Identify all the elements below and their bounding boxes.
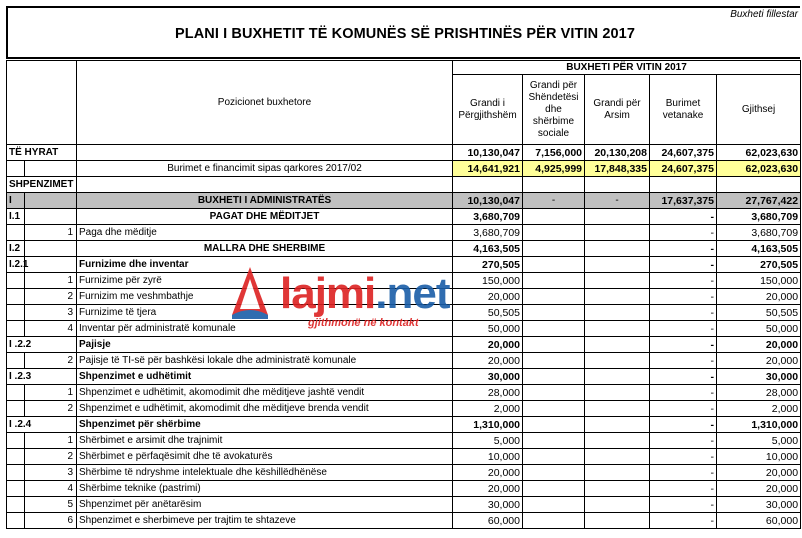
header-group: BUXHETI PËR VITIN 2017 <box>453 61 801 75</box>
row-value-col-3 <box>585 337 650 353</box>
row-number: 1 <box>25 433 77 449</box>
row-label: Shërbimet e përfaqësimit dhe të avokaturës <box>77 449 453 465</box>
row-code <box>7 385 25 401</box>
row-code <box>7 481 25 497</box>
row-value-col-1: 2,000 <box>453 401 523 417</box>
row-label: Furnizime për zyrë <box>77 273 453 289</box>
header-col-education-grant: Grandi për Arsim <box>585 75 650 145</box>
row-value-col-1: 28,000 <box>453 385 523 401</box>
row-value-col-5: 62,023,630 <box>717 161 801 177</box>
row-value-col-4: 24,607,375 <box>650 161 717 177</box>
row-value-col-1: 20,000 <box>453 465 523 481</box>
table-row <box>7 433 801 449</box>
row-number <box>25 193 77 209</box>
row-code <box>7 449 25 465</box>
row-label: Shpenzimet e udhëtimit, akomodimit dhe mëditjeve brenda vendit <box>77 401 453 417</box>
row-value-col-2 <box>523 449 585 465</box>
table-row <box>7 417 801 433</box>
row-value-col-3 <box>585 353 650 369</box>
row-label: MALLRA DHE SHERBIME <box>77 241 453 257</box>
row-label: Burimet e financimit sipas qarkores 2017/02 <box>77 161 453 177</box>
row-value-col-1: 20,000 <box>453 353 523 369</box>
row-value-col-4: - <box>650 497 717 513</box>
row-value-col-2 <box>523 321 585 337</box>
row-value-col-5: 50,000 <box>717 321 801 337</box>
row-label: Furnizim me veshmbathje <box>77 289 453 305</box>
row-value-col-1: 1,310,000 <box>453 417 523 433</box>
header-col-health-grant: Grandi për Shëndetësi dhe shërbime sociale <box>523 75 585 145</box>
row-label: Shpenzimet e udhëtimit, akomodimit dhe mëditjeve jashtë vendit <box>77 385 453 401</box>
table-row <box>7 193 801 209</box>
table-row <box>7 449 801 465</box>
row-value-col-2 <box>523 177 585 193</box>
row-code: I.1 <box>7 209 25 225</box>
row-value-col-5: 20,000 <box>717 465 801 481</box>
row-label: Shërbimet e arsimit dhe trajnimit <box>77 433 453 449</box>
row-number: 1 <box>25 225 77 241</box>
row-value-col-4: - <box>650 305 717 321</box>
row-label: Pajisje të TI-së për bashkësi lokale dhe administratë komunale <box>77 353 453 369</box>
row-label: Furnizime të tjera <box>77 305 453 321</box>
row-number: 4 <box>25 321 77 337</box>
row-label <box>77 177 453 193</box>
row-value-col-3 <box>585 433 650 449</box>
table-row <box>7 401 801 417</box>
row-label: Pajisje <box>77 337 453 353</box>
table-row <box>7 209 801 225</box>
table-row <box>7 369 801 385</box>
row-value-col-1: 60,000 <box>453 513 523 529</box>
row-value-col-3 <box>585 241 650 257</box>
row-value-col-1: 14,641,921 <box>453 161 523 177</box>
row-number: 5 <box>25 497 77 513</box>
row-value-col-4: - <box>650 481 717 497</box>
row-number: 1 <box>25 273 77 289</box>
row-value-col-1: 50,000 <box>453 321 523 337</box>
row-value-col-4: - <box>650 321 717 337</box>
row-value-col-4: - <box>650 369 717 385</box>
row-code: I .2.4 <box>7 417 77 433</box>
row-value-col-2 <box>523 225 585 241</box>
row-value-col-2 <box>523 385 585 401</box>
row-value-col-4: - <box>650 225 717 241</box>
row-code <box>7 321 25 337</box>
row-code <box>7 401 25 417</box>
row-number <box>25 209 77 225</box>
row-value-col-1: 3,680,709 <box>453 225 523 241</box>
row-value-col-5: 3,680,709 <box>717 225 801 241</box>
row-number: 3 <box>25 305 77 321</box>
row-value-col-1: 20,000 <box>453 337 523 353</box>
row-value-col-1: 150,000 <box>453 273 523 289</box>
row-code: TË HYRAT <box>7 145 77 161</box>
row-value-col-5: 62,023,630 <box>717 145 801 161</box>
row-value-col-4: - <box>650 273 717 289</box>
row-label: Shpenzimet e sherbimeve per trajtim te shtazeve <box>77 513 453 529</box>
row-value-col-1: 20,000 <box>453 481 523 497</box>
row-code: I .2.2 <box>7 337 77 353</box>
row-value-col-3: 17,848,335 <box>585 161 650 177</box>
row-number: 2 <box>25 449 77 465</box>
row-value-col-2 <box>523 209 585 225</box>
row-label: Shpenzimet për anëtarësim <box>77 497 453 513</box>
watermark-brand-name: lajmi <box>280 269 376 318</box>
row-value-col-5 <box>717 177 801 193</box>
row-value-col-1: 50,505 <box>453 305 523 321</box>
row-number <box>25 161 77 177</box>
row-value-col-3 <box>585 369 650 385</box>
document-title: PLANI I BUXHETIT TË KOMUNËS SË PRISHTINËS PËR VITIN 2017 <box>174 26 635 42</box>
row-value-col-5: 28,000 <box>717 385 801 401</box>
row-value-col-3 <box>585 481 650 497</box>
row-value-col-2 <box>523 337 585 353</box>
table-row <box>7 145 801 161</box>
row-number: 6 <box>25 513 77 529</box>
row-value-col-4 <box>650 177 717 193</box>
watermark-slogan: gjithmonë në kontakt <box>308 317 419 329</box>
row-number: 3 <box>25 465 77 481</box>
row-value-col-3 <box>585 225 650 241</box>
row-code <box>7 497 25 513</box>
row-value-col-4: - <box>650 209 717 225</box>
row-value-col-4: 17,637,375 <box>650 193 717 209</box>
row-value-col-5: 10,000 <box>717 449 801 465</box>
lajmi-logo-icon <box>228 265 272 321</box>
row-value-col-5: 30,000 <box>717 497 801 513</box>
table-row <box>7 337 801 353</box>
row-number: 1 <box>25 385 77 401</box>
row-number <box>25 257 77 273</box>
row-code <box>7 161 25 177</box>
row-number: 2 <box>25 353 77 369</box>
row-code: I <box>7 193 25 209</box>
row-value-col-4: - <box>650 353 717 369</box>
table-row <box>7 177 801 193</box>
row-label: Inventar për administratë komunale <box>77 321 453 337</box>
row-number: 2 <box>25 289 77 305</box>
row-value-col-1: 30,000 <box>453 369 523 385</box>
row-value-col-2 <box>523 369 585 385</box>
row-label: Shërbime të ndryshme intelektuale dhe këshillëdhënëse <box>77 465 453 481</box>
row-label: Shërbime teknike (pastrimi) <box>77 481 453 497</box>
row-value-col-4: - <box>650 417 717 433</box>
table-row <box>7 513 801 529</box>
budget-rows <box>7 145 801 529</box>
row-value-col-5: 270,505 <box>717 257 801 273</box>
row-value-col-1: 30,000 <box>453 497 523 513</box>
row-label: PAGAT DHE MËDITJET <box>77 209 453 225</box>
row-value-col-4: - <box>650 449 717 465</box>
row-label: Shpenzimet për shërbime <box>77 417 453 433</box>
row-value-col-2 <box>523 241 585 257</box>
row-code <box>7 465 25 481</box>
row-value-col-4: - <box>650 465 717 481</box>
row-value-col-1: 10,000 <box>453 449 523 465</box>
row-value-col-1: 270,505 <box>453 257 523 273</box>
row-code <box>7 433 25 449</box>
corner-note: Buxheti fillestar <box>730 9 798 20</box>
row-value-col-2 <box>523 305 585 321</box>
watermark-brand-tld: .net <box>375 269 450 318</box>
row-code <box>7 273 25 289</box>
row-value-col-2 <box>523 353 585 369</box>
row-value-col-5: 60,000 <box>717 513 801 529</box>
watermark-brand <box>280 269 450 319</box>
row-label: Paga dhe mëditje <box>77 225 453 241</box>
table-row <box>7 481 801 497</box>
table-row <box>7 241 801 257</box>
row-code: I.2 <box>7 241 25 257</box>
row-label: Furnizime dhe inventar <box>77 257 453 273</box>
row-value-col-1 <box>453 177 523 193</box>
row-value-col-3 <box>585 385 650 401</box>
header-col-own-sources: Burimet vetanake <box>650 75 717 145</box>
row-code: I .2.3 <box>7 369 77 385</box>
row-value-col-2 <box>523 417 585 433</box>
row-value-col-4: 24,607,375 <box>650 145 717 161</box>
row-value-col-5: 4,163,505 <box>717 241 801 257</box>
row-value-col-3: 20,130,208 <box>585 145 650 161</box>
row-value-col-5: 3,680,709 <box>717 209 801 225</box>
row-number: 4 <box>25 481 77 497</box>
row-label: BUXHETI I ADMINISTRATËS <box>77 193 453 209</box>
row-value-col-3 <box>585 417 650 433</box>
row-value-col-1: 5,000 <box>453 433 523 449</box>
row-value-col-5: 20,000 <box>717 353 801 369</box>
row-value-col-3 <box>585 321 650 337</box>
row-value-col-2 <box>523 401 585 417</box>
table-row <box>7 497 801 513</box>
row-value-col-4: - <box>650 433 717 449</box>
row-value-col-2: 4,925,999 <box>523 161 585 177</box>
row-value-col-5: 27,767,422 <box>717 193 801 209</box>
row-value-col-3: - <box>585 193 650 209</box>
row-value-col-3 <box>585 305 650 321</box>
title-box <box>6 6 800 59</box>
row-value-col-2 <box>523 257 585 273</box>
row-value-col-3 <box>585 449 650 465</box>
row-value-col-5: 20,000 <box>717 289 801 305</box>
row-value-col-5: 1,310,000 <box>717 417 801 433</box>
row-value-col-3 <box>585 465 650 481</box>
header-positions: Pozicionet buxhetore <box>77 61 453 145</box>
row-value-col-5: 150,000 <box>717 273 801 289</box>
row-value-col-2 <box>523 433 585 449</box>
row-value-col-5: 2,000 <box>717 401 801 417</box>
row-value-col-2 <box>523 289 585 305</box>
table-row <box>7 385 801 401</box>
row-value-col-5: 30,000 <box>717 369 801 385</box>
row-value-col-1: 10,130,047 <box>453 145 523 161</box>
table-row <box>7 353 801 369</box>
header-empty <box>7 61 77 145</box>
row-value-col-4: - <box>650 337 717 353</box>
row-code <box>7 289 25 305</box>
table-row <box>7 161 801 177</box>
row-code <box>7 513 25 529</box>
row-value-col-2 <box>523 497 585 513</box>
row-label <box>77 145 453 161</box>
row-code: I.2.1 <box>7 257 25 273</box>
row-value-col-2: 7,156,000 <box>523 145 585 161</box>
row-value-col-4: - <box>650 257 717 273</box>
row-value-col-2 <box>523 513 585 529</box>
row-value-col-4: - <box>650 385 717 401</box>
row-value-col-3 <box>585 273 650 289</box>
row-value-col-3 <box>585 401 650 417</box>
row-value-col-5: 5,000 <box>717 433 801 449</box>
row-value-col-5: 50,505 <box>717 305 801 321</box>
row-value-col-1: 10,130,047 <box>453 193 523 209</box>
row-number: 2 <box>25 401 77 417</box>
row-code: SHPENZIMET <box>7 177 77 193</box>
row-value-col-4: - <box>650 401 717 417</box>
row-code <box>7 225 25 241</box>
row-value-col-5: 20,000 <box>717 337 801 353</box>
row-value-col-1: 3,680,709 <box>453 209 523 225</box>
row-value-col-3 <box>585 497 650 513</box>
row-value-col-4: - <box>650 241 717 257</box>
header-col-general-grant: Grandi i Përgjithshëm <box>453 75 523 145</box>
row-label: Shpenzimet e udhëtimit <box>77 369 453 385</box>
row-value-col-2 <box>523 481 585 497</box>
row-value-col-2 <box>523 273 585 289</box>
table-row <box>7 225 801 241</box>
row-value-col-3 <box>585 289 650 305</box>
row-code <box>7 305 25 321</box>
header-col-total: Gjithsej <box>717 75 801 145</box>
row-number <box>25 241 77 257</box>
row-value-col-3 <box>585 177 650 193</box>
row-value-col-3 <box>585 257 650 273</box>
row-value-col-1: 4,163,505 <box>453 241 523 257</box>
row-value-col-2 <box>523 465 585 481</box>
row-value-col-4: - <box>650 513 717 529</box>
watermark <box>222 265 462 335</box>
row-value-col-2: - <box>523 193 585 209</box>
table-row <box>7 465 801 481</box>
row-value-col-3 <box>585 513 650 529</box>
row-value-col-3 <box>585 209 650 225</box>
row-value-col-5: 20,000 <box>717 481 801 497</box>
row-code <box>7 353 25 369</box>
row-value-col-1: 20,000 <box>453 289 523 305</box>
row-value-col-4: - <box>650 289 717 305</box>
